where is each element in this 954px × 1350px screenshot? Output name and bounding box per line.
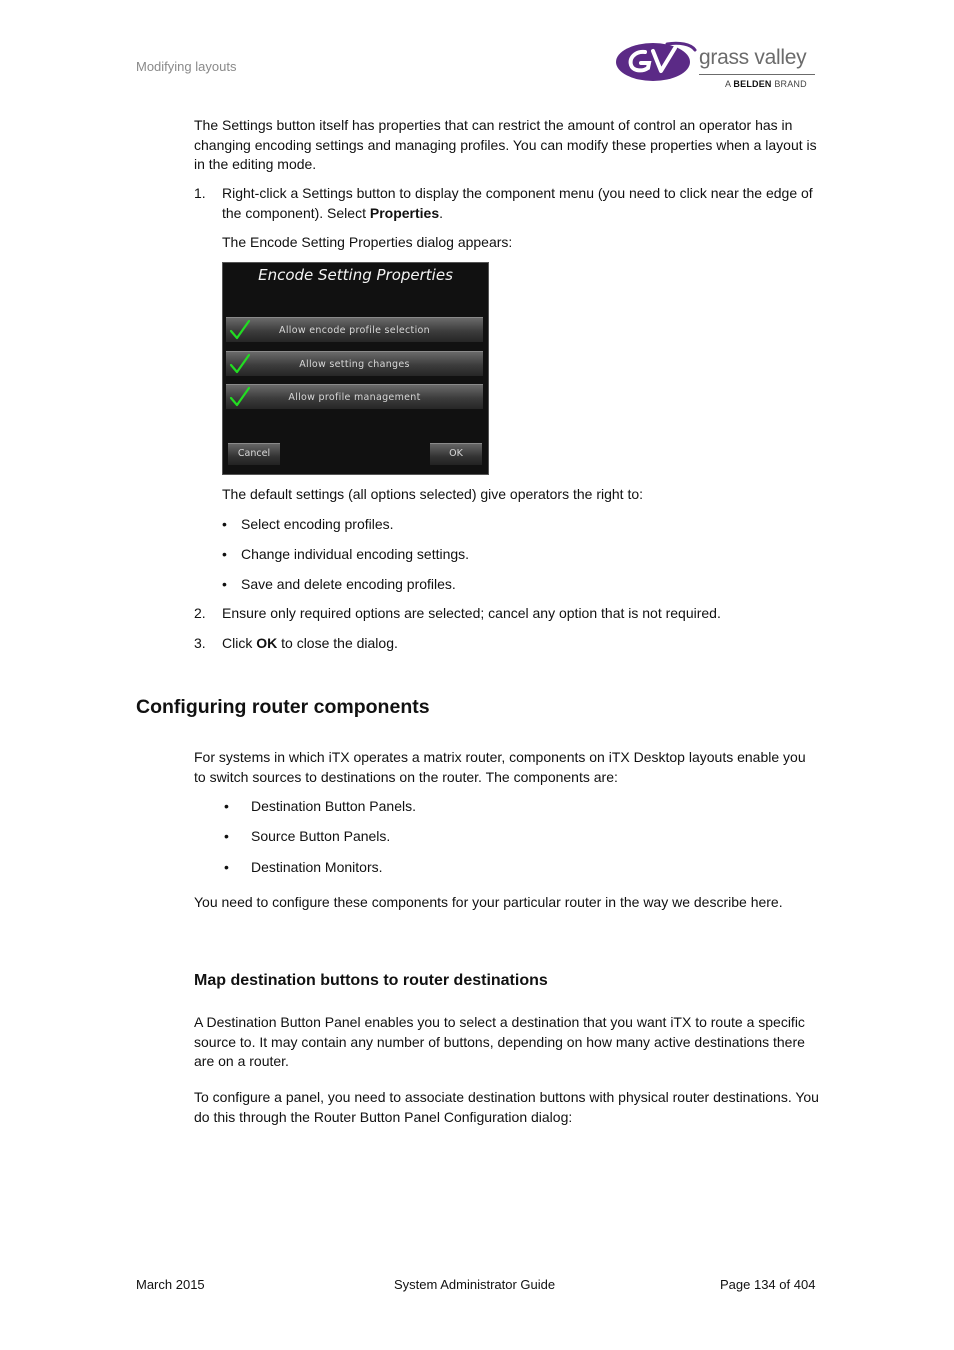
option-allow-encode-profile-selection[interactable] (226, 317, 483, 342)
bullet-icon: • (224, 828, 229, 844)
list-item: • Source Button Panels. (224, 827, 724, 847)
logo-wordmark: grass valley (699, 46, 807, 69)
ok-button[interactable]: OK (430, 443, 482, 465)
dialog-title: Encode Setting Properties (258, 266, 453, 284)
header-section-title: Modifying layouts (136, 59, 237, 74)
logo-tagline: A BELDEN BRAND (725, 79, 807, 89)
option-label: Allow encode profile selection (279, 325, 430, 336)
intro-paragraph: The Settings button itself has properties that can restrict the amount of control an operator has in changing encoding settings and managing profiles. You can modify these properties when a layout is in the editing mode. (194, 117, 817, 172)
grass-valley-logo (615, 36, 817, 90)
gv-logo-icon (615, 38, 697, 84)
step-text: Click OK to close the dialog. (222, 635, 398, 651)
encode-setting-properties-dialog (222, 262, 489, 475)
cancel-button[interactable]: Cancel (228, 443, 280, 465)
defaults-text: The default settings (all options selected) give operators the right to: (222, 486, 644, 502)
step-1 (194, 184, 822, 224)
section-heading: Configuring router components (136, 696, 430, 718)
option-allow-setting-changes[interactable] (226, 351, 483, 376)
router-intro: For systems in which iTX operates a matrix router, components on iTX Desktop layouts enable you to switch sources to destinations on the router. The components are: (194, 749, 806, 785)
list-item: • Change individual encoding settings. (222, 545, 722, 565)
map-paragraph-1: A Destination Button Panel enables you to select a destination that you want iTX to route a specific source to. It may contain any number of buttons, depending on how many active destinations there are on a router. (194, 1014, 805, 1069)
subsection-heading: Map destination buttons to router destinations (194, 972, 548, 989)
map-paragraph-2: To configure a panel, you need to associate destination buttons with physical router destinations. You do this through the Router Button Panel Configuration dialog: (194, 1089, 819, 1125)
bullet-icon: • (224, 859, 229, 875)
footer-doc-title: System Administrator Guide (394, 1277, 556, 1292)
option-label: Allow setting changes (299, 359, 410, 370)
step-text: Right-click a Settings button to display the component menu (you need to click near the edge of the component). Select Properties. (222, 185, 813, 221)
list-item: • Destination Monitors. (224, 858, 724, 878)
bullet-icon: • (222, 546, 227, 562)
bullet-icon: • (222, 516, 227, 532)
step-number: 2. (194, 605, 206, 621)
list-item: • Destination Button Panels. (224, 797, 724, 817)
router-config-paragraph: You need to configure these components for your particular router in the way we describe here. (194, 894, 783, 910)
step-number: 1. (194, 185, 206, 201)
bullet-icon: • (222, 576, 227, 592)
step-3 (194, 634, 822, 654)
footer-page-number: Page 134 of 404 (720, 1277, 816, 1292)
list-item: • Save and delete encoding profiles. (222, 575, 722, 595)
list-item: • Select encoding profiles. (222, 515, 722, 535)
option-allow-profile-management[interactable] (226, 384, 483, 409)
step-number: 3. (194, 635, 206, 651)
bullet-icon: • (224, 798, 229, 814)
footer-date: March 2015 (136, 1277, 205, 1292)
dialog-intro: The Encode Setting Properties dialog appears: (222, 234, 513, 250)
option-label: Allow profile management (288, 392, 421, 403)
step-2 (194, 604, 822, 624)
step-text: Ensure only required options are selected; cancel any option that is not required. (222, 605, 721, 621)
